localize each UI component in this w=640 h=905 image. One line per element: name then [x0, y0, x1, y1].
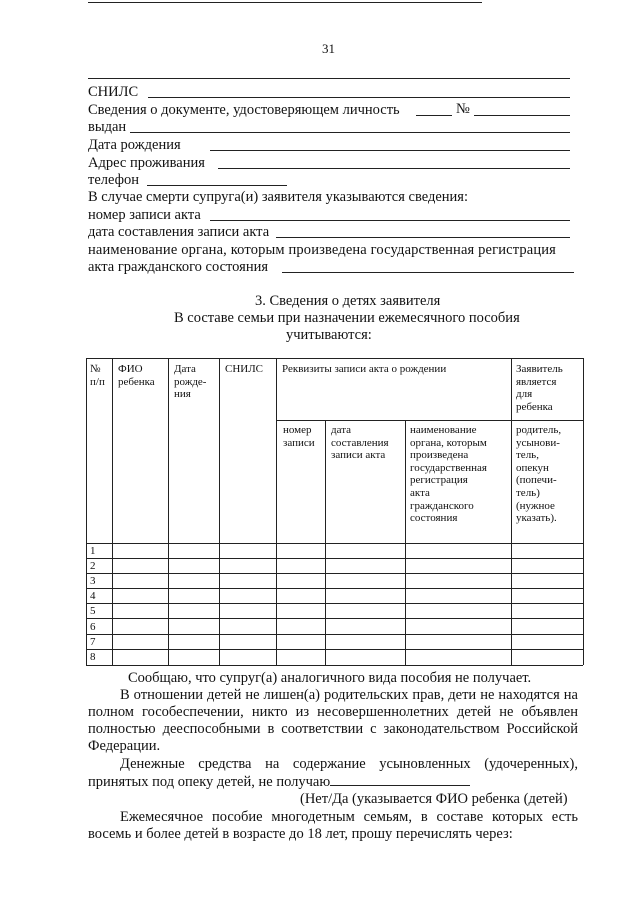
table-col-line — [325, 420, 326, 665]
page-number: 31 — [322, 41, 335, 56]
table-row-number: 4 — [90, 590, 96, 602]
header-snils: СНИЛС — [225, 363, 264, 375]
table-row-line — [86, 558, 583, 559]
header-relation: родитель, усынови- тель, опекун (попечи- тель) (нужное указать). — [516, 424, 562, 525]
phone-field[interactable] — [147, 185, 287, 186]
address-field[interactable] — [218, 168, 570, 169]
section-title: 3. Сведения о детях заявителя — [255, 293, 441, 309]
allowance-statement-text: Ежемесячное пособие многодетным семьям, в составе которых есть восемь и более детей в возрасте до 18 лет, прошу перечислять через: — [88, 809, 578, 842]
table-row-number: 8 — [90, 651, 96, 663]
table-border-bottom — [86, 665, 583, 666]
address-label: Адрес проживания — [88, 155, 205, 171]
table-border-left — [86, 358, 87, 665]
header-rec-number: номер записи — [283, 424, 315, 449]
table-row-line — [86, 588, 583, 589]
table-border-right — [583, 358, 584, 665]
table-row-number: 7 — [90, 636, 96, 648]
header-requisites: Реквизиты записи акта о рождении — [282, 363, 447, 375]
phone-label: телефон — [88, 172, 140, 188]
act-date-field[interactable] — [276, 237, 570, 238]
table-col-line — [276, 358, 277, 665]
table-row-line — [86, 618, 583, 619]
spouse-statement: Сообщаю, что супруг(а) аналогичного вида пособия не получает. — [128, 670, 532, 686]
number-sign: № — [456, 101, 470, 117]
organ-field[interactable] — [282, 272, 574, 273]
allowance-statement — [88, 809, 578, 843]
act-number-field[interactable] — [210, 220, 570, 221]
organ-label-line1: наименование органа, которым произведена государственная регистрация — [88, 242, 556, 258]
table-border-top — [86, 358, 583, 359]
snils-label: СНИЛС — [88, 84, 139, 100]
table-row-number: 1 — [90, 545, 96, 557]
separator-line — [88, 78, 570, 79]
rights-statement — [88, 687, 578, 755]
header-rec-date: дата составления записи акта — [331, 424, 389, 462]
table-row-number: 2 — [90, 560, 96, 572]
table-col-line — [511, 358, 512, 665]
top-edge-line — [88, 2, 482, 3]
table-row-number: 3 — [90, 575, 96, 587]
death-note: В случае смерти супруга(и) заявителя указываются сведения: — [88, 189, 468, 205]
funds-note: (Нет/Да (указывается ФИО ребенка (детей) — [300, 791, 568, 807]
act-date-label: дата составления записи акта — [88, 224, 270, 240]
act-number-label: номер записи акта — [88, 207, 201, 223]
table-col-line — [168, 358, 169, 665]
rights-statement-text: В отношении детей не лишен(а) родительских прав, дети не находятся на полном гособеспечении, никто из несовершеннолетних детей не объявлен полностью дееспособными в соответствии с законодательством Российской Федерации. — [88, 687, 578, 754]
section-subtitle-2: учитываются: — [286, 327, 372, 343]
identity-number-field[interactable] — [474, 115, 570, 116]
issued-label: выдан — [88, 119, 127, 135]
organ-label-line2: акта гражданского состояния — [88, 259, 269, 275]
birth-date-field[interactable] — [210, 150, 570, 151]
table-row-line — [86, 634, 583, 635]
header-organ: наименование органа, которым произведена государственная регистрация акта гражданского состояния — [410, 424, 487, 525]
header-birth: Дата рожде- ния — [174, 363, 207, 401]
table-col-line — [112, 358, 113, 665]
header-num: № п/п — [90, 363, 105, 388]
table-row-line — [86, 573, 583, 574]
table-header-bottom — [86, 543, 583, 544]
header-fio: ФИО ребенка — [118, 363, 155, 388]
identity-series-field[interactable] — [416, 115, 452, 116]
header-applicant: Заявитель является для ребенка — [516, 363, 563, 413]
table-col-line — [219, 358, 220, 665]
funds-field[interactable] — [330, 773, 470, 786]
snils-field[interactable] — [148, 97, 570, 98]
table-col-line — [405, 420, 406, 665]
funds-statement — [88, 756, 578, 791]
birth-date-label: Дата рождения — [88, 137, 181, 153]
issued-field[interactable] — [130, 132, 570, 133]
table-row-number: 6 — [90, 621, 96, 633]
table-row-line — [86, 649, 583, 650]
section-subtitle-1: В составе семьи при назначении ежемесячного пособия — [174, 310, 520, 326]
funds-statement-text: Денежные средства на содержание усыновленных (удочеренных), принятых под опеку детей, не получаю — [88, 756, 578, 790]
identity-doc-label: Сведения о документе, удостоверяющем личность — [88, 102, 400, 118]
table-row-line — [86, 603, 583, 604]
table-subheader-line — [276, 420, 583, 421]
table-row-number: 5 — [90, 605, 96, 617]
